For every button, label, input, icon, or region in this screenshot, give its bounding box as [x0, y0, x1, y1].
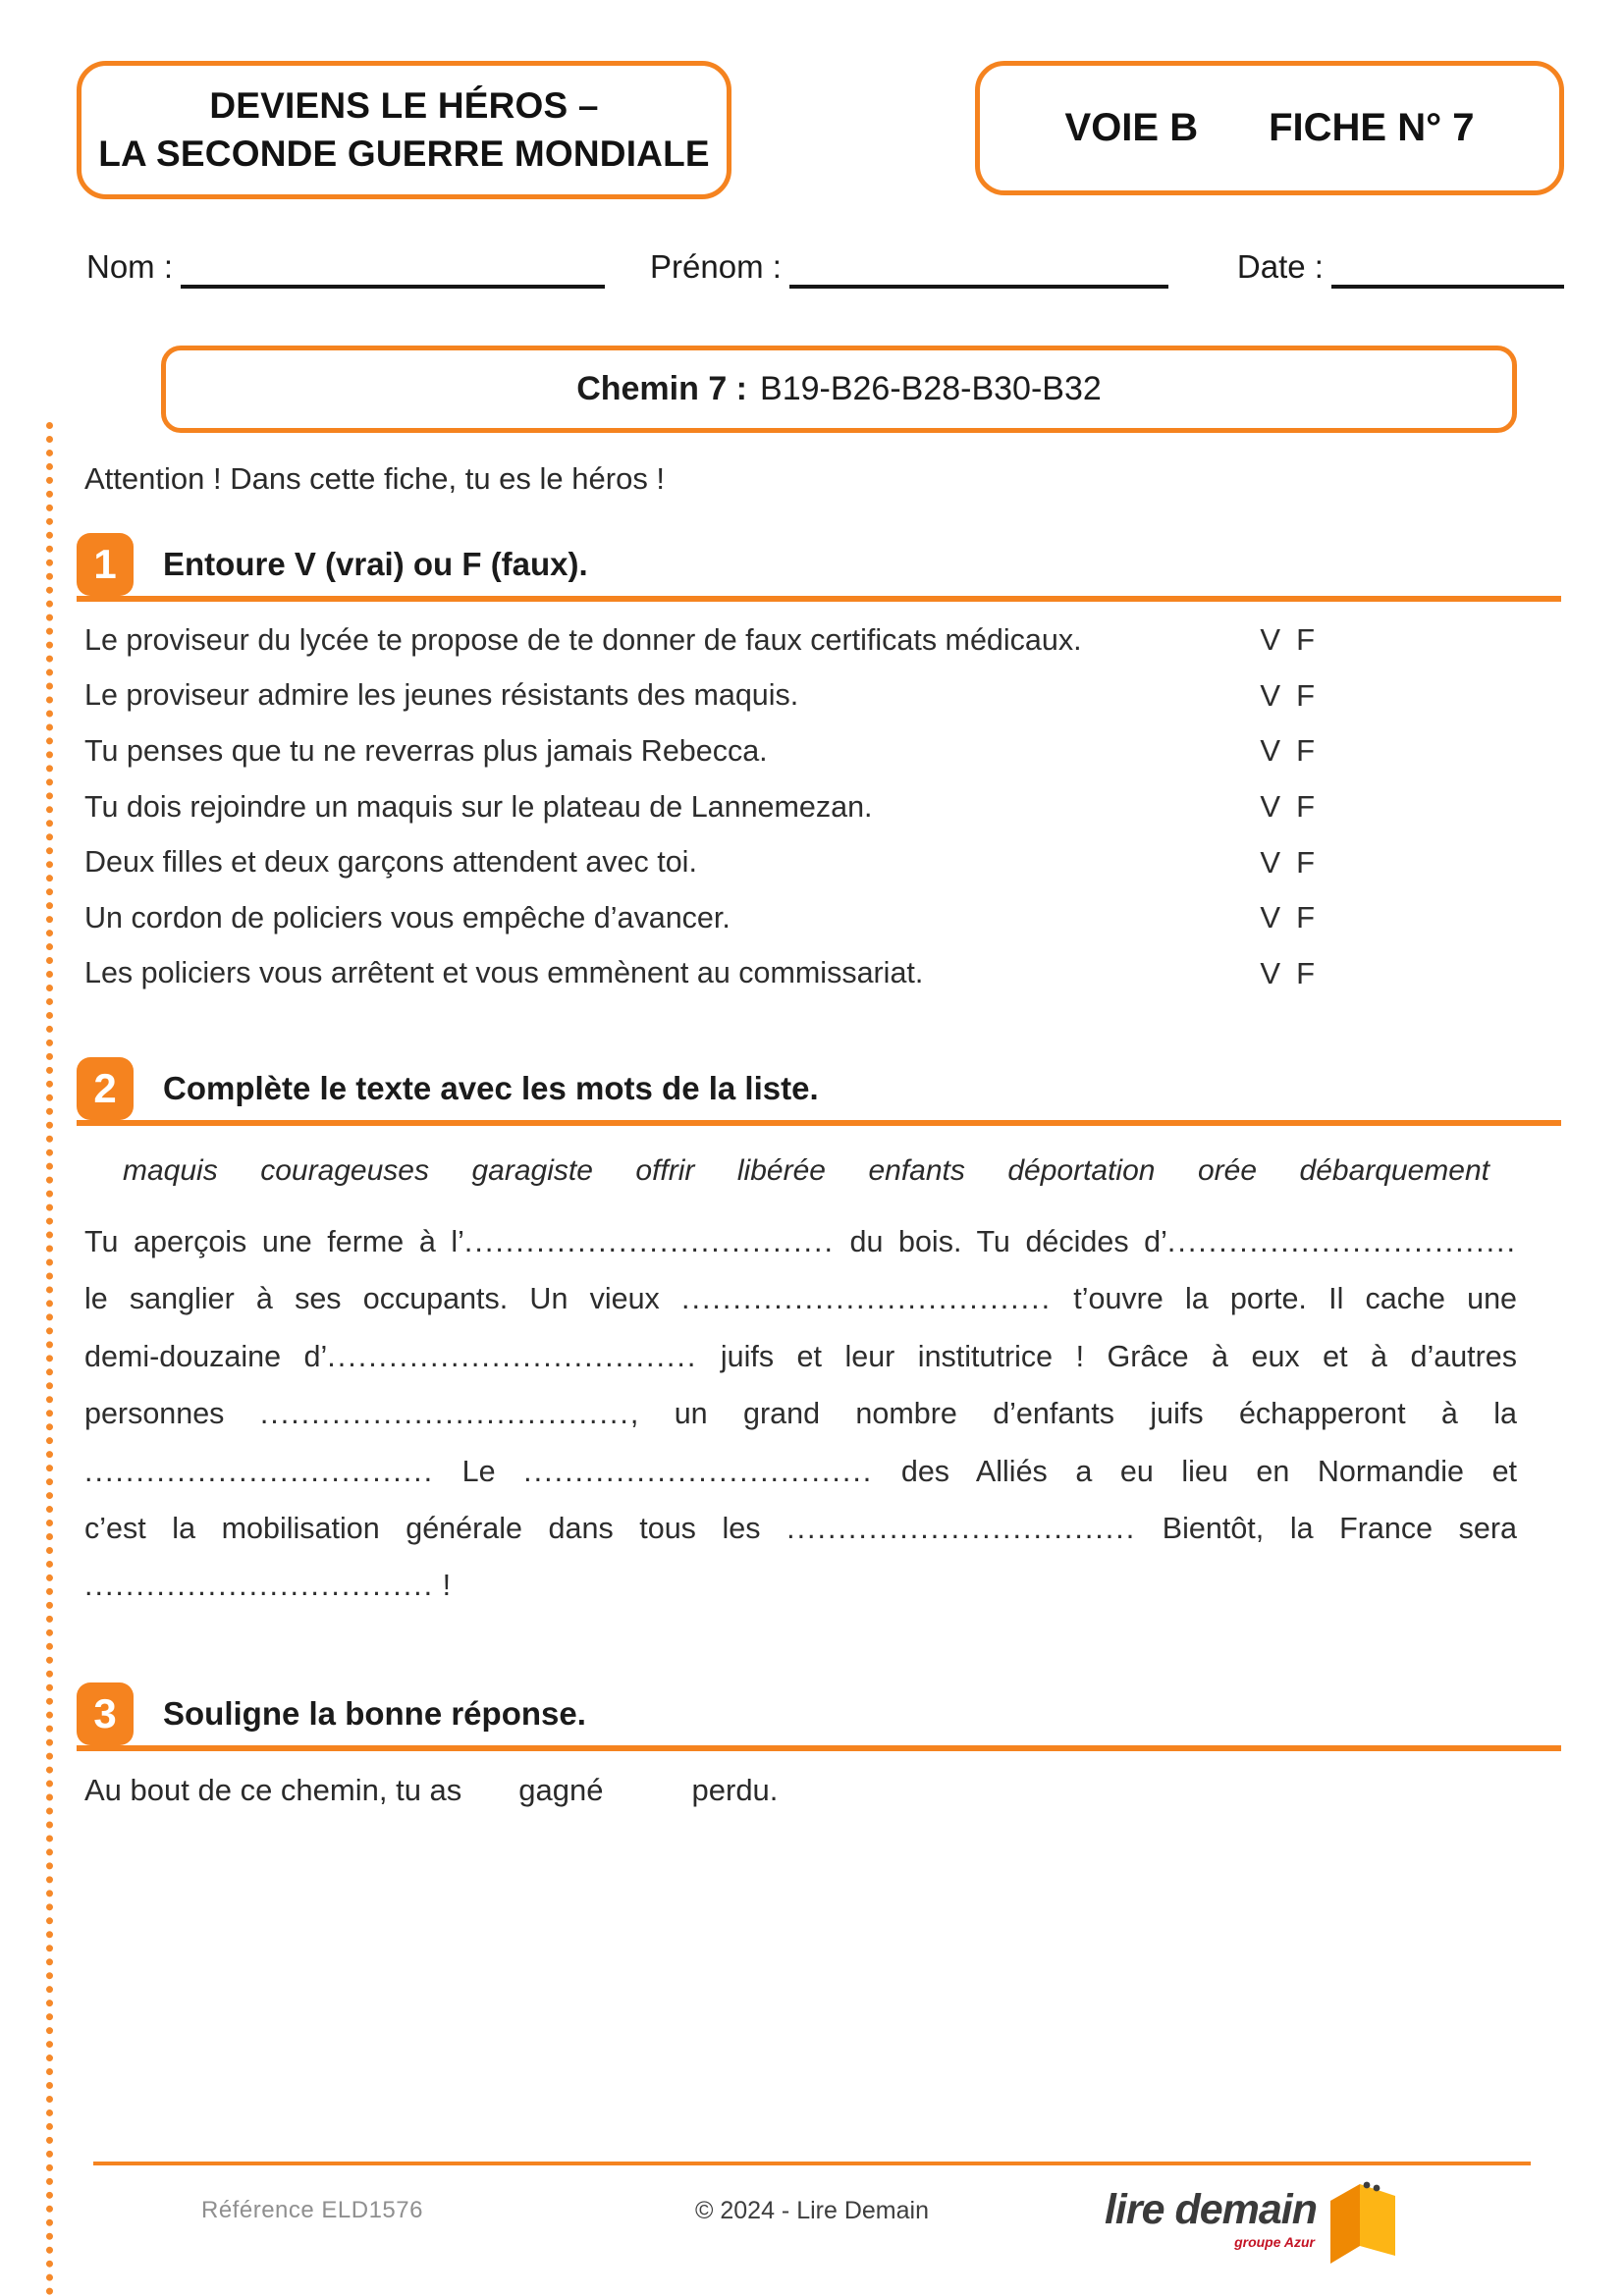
cloze-paragraph	[84, 1213, 1517, 1615]
logo-text: lire demain	[1104, 2186, 1317, 2233]
section-3-title: Souligne la bonne réponse.	[163, 1695, 586, 1732]
option-v[interactable]: V	[1260, 733, 1281, 769]
logo-subtext: groupe Azur	[1234, 2234, 1315, 2250]
statement-row	[84, 890, 1315, 946]
cloze-line	[84, 1500, 1517, 1557]
nom-fill-line[interactable]	[181, 245, 605, 289]
cloze-blank[interactable]: ..................................	[523, 1454, 874, 1488]
cloze-text: Tu aperçois une ferme à l’	[84, 1225, 464, 1258]
cloze-blank[interactable]: ..................................	[1166, 1225, 1517, 1258]
cloze-text: le sanglier à ses occupants. Un vieux	[84, 1282, 681, 1316]
statement-row	[84, 834, 1315, 890]
cloze-line	[84, 1385, 1517, 1442]
cloze-text: t’ouvre la porte. Il cache une	[1052, 1282, 1517, 1316]
cloze-line	[84, 1557, 1517, 1614]
section-1-badge: 1	[77, 533, 134, 596]
vf-group	[1260, 733, 1315, 769]
reference-text: Référence ELD1576	[201, 2197, 423, 2223]
option-f[interactable]: F	[1296, 677, 1315, 713]
option-v[interactable]: V	[1260, 900, 1281, 935]
cloze-blank[interactable]: ..................................	[786, 1511, 1137, 1545]
identity-row	[86, 245, 1564, 289]
vf-group	[1260, 622, 1315, 658]
cloze-text: c’est la mobilisation générale dans tous les	[84, 1511, 787, 1545]
header	[77, 61, 1564, 199]
statement-row	[84, 668, 1315, 724]
vf-group	[1260, 956, 1315, 991]
cloze-line	[84, 1213, 1517, 1270]
cloze-text: personnes	[84, 1397, 260, 1431]
vf-group	[1260, 789, 1315, 825]
statement-text: Deux filles et deux garçons attendent avec toi.	[84, 845, 697, 880]
voie-label: VOIE B	[1064, 106, 1199, 149]
chemin-value: B19-B26-B28-B30-B32	[760, 370, 1102, 407]
prenom-label: Prénom :	[650, 248, 782, 285]
prenom-fill-line[interactable]	[789, 245, 1168, 289]
option-gagne[interactable]: gagné	[518, 1773, 604, 1807]
section-2-header	[77, 1057, 1561, 1126]
cloze-line	[84, 1443, 1517, 1500]
option-f[interactable]: F	[1296, 900, 1315, 935]
title-line-1: DEVIENS LE HÉROS –	[209, 84, 599, 126]
cloze-text: demi-douzaine d’	[84, 1339, 328, 1373]
copyright-text: © 2024 - Lire Demain	[695, 2197, 929, 2224]
cloze-text: !	[434, 1569, 452, 1603]
chemin-label: Chemin 7 :	[576, 370, 748, 407]
section-2-badge: 2	[77, 1057, 134, 1120]
cloze-blank[interactable]: ....................................	[681, 1282, 1053, 1316]
statement-row	[84, 723, 1315, 779]
publisher-logo	[1105, 2183, 1403, 2266]
section-1-title: Entoure V (vrai) ou F (faux).	[163, 546, 588, 582]
option-v[interactable]: V	[1260, 955, 1281, 990]
statement-text: Le proviseur du lycée te propose de te donner de faux certificats médicaux.	[84, 622, 1082, 657]
statement-text: Tu dois rejoindre un maquis sur le plateau de Lannemezan.	[84, 789, 873, 824]
footer	[93, 2183, 1531, 2266]
voie-fiche-box	[975, 61, 1564, 195]
cut-guide-dotted-line	[46, 422, 53, 2296]
answer-sentence	[84, 1773, 778, 1808]
cloze-text: , un grand nombre d’enfants juifs échapperont à la	[629, 1397, 1517, 1431]
cloze-text: Le	[434, 1454, 524, 1488]
nom-label: Nom :	[86, 248, 174, 285]
cloze-blank[interactable]: ....................................	[327, 1339, 698, 1373]
statement-row	[84, 779, 1315, 835]
option-v[interactable]: V	[1260, 677, 1281, 713]
statement-row	[84, 613, 1315, 668]
fiche-number-label: FICHE N° 7	[1269, 106, 1475, 149]
option-f[interactable]: F	[1296, 789, 1315, 825]
cloze-text: des Alliés a eu lieu en Normandie et	[873, 1454, 1517, 1488]
cloze-line	[84, 1328, 1517, 1385]
cloze-blank[interactable]: ....................................	[463, 1225, 835, 1258]
option-f[interactable]: F	[1296, 844, 1315, 880]
section-2-title: Complète le texte avec les mots de la liste.	[163, 1070, 819, 1106]
cloze-text: Bientôt, la France sera	[1136, 1511, 1517, 1545]
sentence-text: Au bout de ce chemin, tu as	[84, 1773, 462, 1807]
worksheet-title-box	[77, 61, 731, 199]
option-f[interactable]: F	[1296, 733, 1315, 769]
cloze-line	[84, 1270, 1517, 1327]
intro-text: Attention ! Dans cette fiche, tu es le héros !	[84, 461, 666, 496]
cloze-blank[interactable]: ....................................	[259, 1397, 630, 1431]
cloze-blank[interactable]: ..................................	[84, 1569, 435, 1603]
date-label: Date :	[1236, 248, 1324, 285]
open-book-icon	[1323, 2179, 1403, 2266]
option-v[interactable]: V	[1260, 789, 1281, 825]
section-3-badge: 3	[77, 1682, 134, 1745]
statement-text: Les policiers vous arrêtent et vous emmènent au commissariat.	[84, 956, 924, 990]
title-line-2: LA SECONDE GUERRE MONDIALE	[98, 133, 710, 174]
statement-text: Le proviseur admire les jeunes résistants des maquis.	[84, 678, 799, 713]
option-v[interactable]: V	[1260, 844, 1281, 880]
word-bank: maquis courageuses garagiste offrir libérée enfants déportation orée débarquement	[123, 1154, 1489, 1187]
option-f[interactable]: F	[1296, 955, 1315, 990]
section-3-header	[77, 1682, 1561, 1751]
cloze-blank[interactable]: ..................................	[84, 1454, 435, 1488]
option-f[interactable]: F	[1296, 622, 1315, 658]
cloze-text: du bois. Tu décides d’	[834, 1225, 1167, 1258]
cloze-text: juifs et leur institutrice ! Grâce à eux et à d’autres	[697, 1339, 1517, 1373]
vf-group	[1260, 678, 1315, 714]
vf-group	[1260, 845, 1315, 881]
chemin-box	[161, 346, 1517, 433]
statement-row	[84, 946, 1315, 1002]
option-perdu[interactable]: perdu.	[691, 1773, 779, 1807]
true-false-list	[84, 613, 1315, 1001]
statement-text: Un cordon de policiers vous empêche d’avancer.	[84, 900, 731, 934]
date-fill-line[interactable]	[1331, 245, 1564, 289]
statement-text: Tu penses que tu ne reverras plus jamais Rebecca.	[84, 733, 768, 768]
section-1-header	[77, 533, 1561, 602]
option-v[interactable]: V	[1260, 622, 1281, 658]
footer-rule	[93, 2162, 1531, 2165]
vf-group	[1260, 900, 1315, 935]
